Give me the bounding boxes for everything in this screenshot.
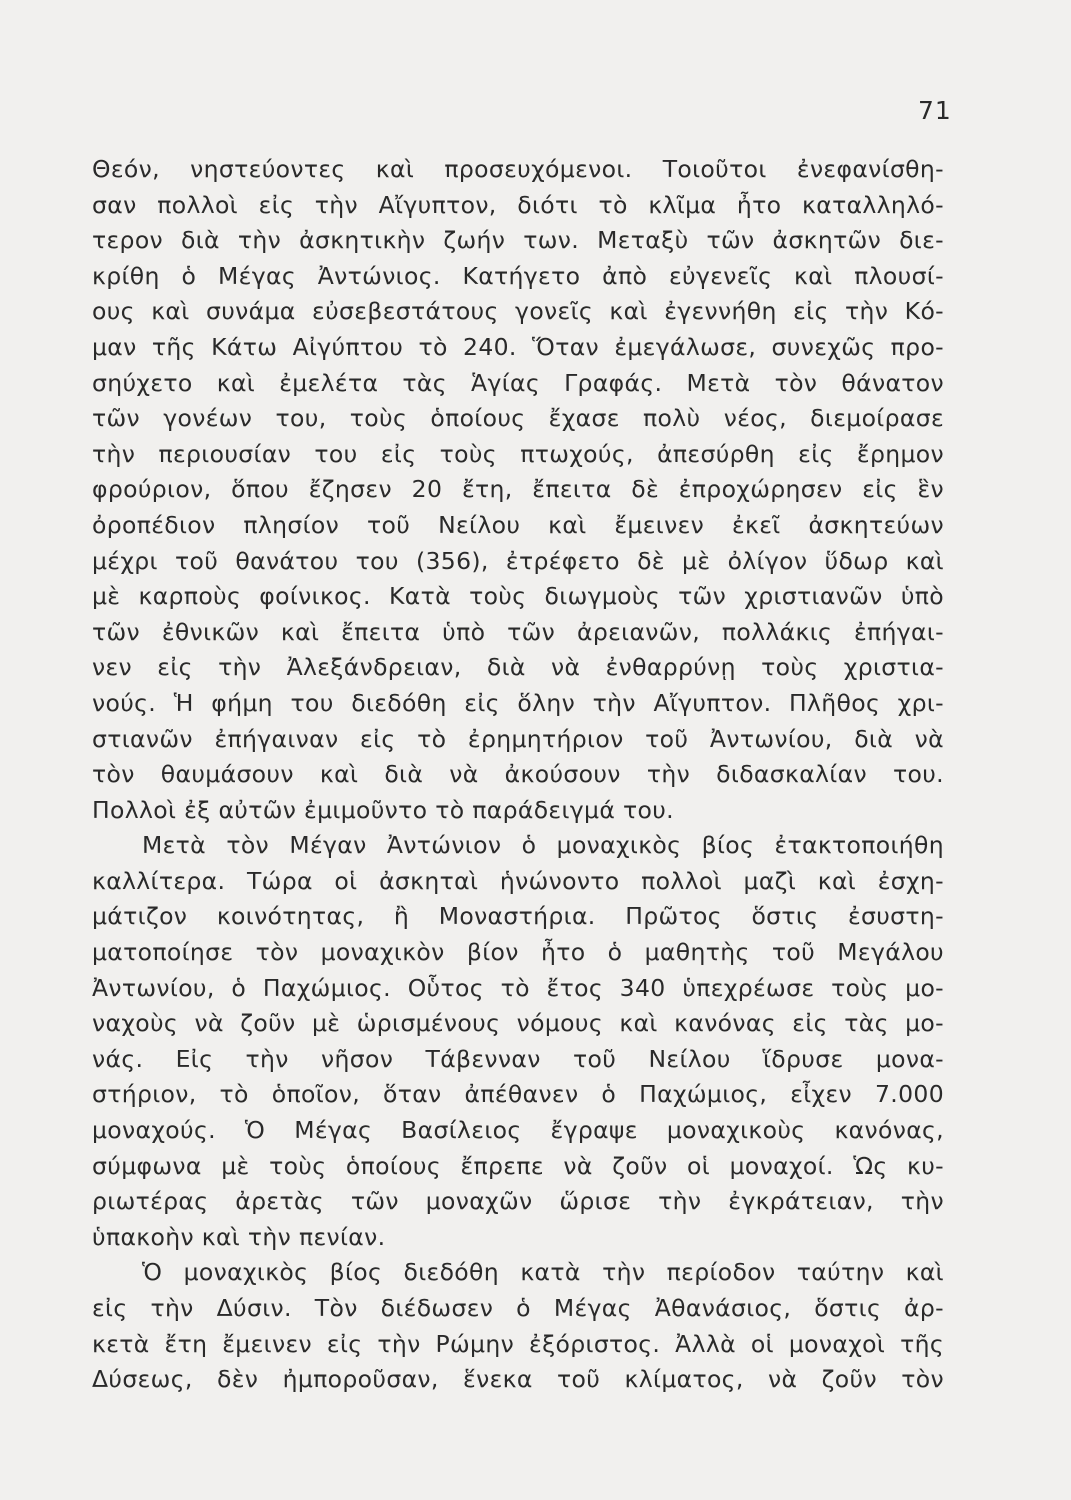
text-line: ριωτέρας ἀρετὰς τῶν μοναχῶν ὥρισε τὴν ἐγκράτειαν, τὴν [92, 1187, 944, 1216]
text-line: καλλίτερα. Τώρα οἱ ἀσκηταὶ ἡνώνοντο πολλοὶ μαζὶ καὶ ἐσχη- [92, 866, 944, 895]
text-line: ὀροπέδιον πλησίον τοῦ Νείλου καὶ ἔμεινεν ἐκεῖ ἀσκητεύων [92, 510, 944, 539]
text-line: μέχρι τοῦ θανάτου του (356), ἐτρέφετο δὲ μὲ ὀλίγον ὕδωρ καὶ [92, 546, 944, 575]
text-line: μοναχούς. Ὁ Μέγας Βασίλειος ἔγραψε μοναχικοὺς κανόνας, [92, 1116, 944, 1145]
text-line: νεν εἰς τὴν Ἀλεξάνδρειαν, διὰ νὰ ἐνθαρρύνῃ τοὺς χριστια- [92, 653, 944, 682]
text-line: νάς. Εἰς τὴν νῆσον Τάβενναν τοῦ Νείλου ἵδρυσε μονα- [92, 1044, 944, 1073]
text-line: Πολλοὶ ἐξ αὐτῶν ἐμιμοῦντο τὸ παράδειγμά του. [92, 795, 674, 824]
text-line: νούς. Ἡ φήμη του διεδόθη εἰς ὅλην τὴν Αἴγυπτον. Πλῆθος χρι- [92, 688, 944, 717]
text-line: ὑπακοὴν καὶ τὴν πενίαν. [92, 1222, 386, 1251]
text-line: ους καὶ συνάμα εὐσεβεστάτους γονεῖς καὶ ἐγεννήθη εἰς τὴν Κό- [92, 297, 944, 326]
page-number: 71 [918, 96, 952, 125]
text-line: σύμφωνα μὲ τοὺς ὁποίους ἔπρεπε νὰ ζοῦν οἱ μοναχοί. Ὡς κυ- [92, 1151, 944, 1180]
text-line: ματοποίησε τὸν μοναχικὸν βίον ἦτο ὁ μαθητὴς τοῦ Μεγάλου [92, 938, 944, 967]
text-line: τὸν θαυμάσουν καὶ διὰ νὰ ἀκούσουν τὴν διδασκαλίαν του. [92, 760, 944, 789]
text-line: στιανῶν ἐπήγαιναν εἰς τὸ ἐρημητήριον τοῦ Ἀντωνίου, διὰ νὰ [92, 724, 944, 753]
text-line: φρούριον, ὅπου ἔζησεν 20 ἔτη, ἔπειτα δὲ ἐπροχώρησεν εἰς ἓν [92, 475, 944, 504]
text-line: κρίθη ὁ Μέγας Ἀντώνιος. Κατήγετο ἀπὸ εὐγενεῖς καὶ πλουσί- [92, 261, 944, 290]
text-line: εἰς τὴν Δύσιν. Τὸν διέδωσεν ὁ Μέγας Ἀθανάσιος, ὅστις ἀρ- [92, 1294, 944, 1322]
text-line: τερον διὰ τὴν ἀσκητικὴν ζωήν των. Μεταξὺ τῶν ἀσκητῶν διε- [92, 226, 944, 255]
text-line: τῶν γονέων του, τοὺς ὁποίους ἔχασε πολὺ νέος, διεμοίρασε [92, 404, 944, 433]
body-text [92, 152, 944, 1398]
text-line: ναχοὺς νὰ ζοῦν μὲ ὡρισμένους νόμους καὶ κανόνας εἰς τὰς μο- [92, 1009, 944, 1038]
text-line: μαν τῆς Κάτω Αἰγύπτου τὸ 240. Ὅταν ἐμεγάλωσε, συνεχῶς προ- [92, 332, 944, 361]
text-line: τὴν περιουσίαν του εἰς τοὺς πτωχούς, ἀπεσύρθη εἰς ἔρημον [92, 439, 944, 468]
text-line: Δύσεως, δὲν ἠμποροῦσαν, ἕνεκα τοῦ κλίματος, νὰ ζοῦν τὸν [92, 1365, 944, 1394]
text-line: Θεόν, νηστεύοντες καὶ προσευχόμενοι. Τοιοῦτοι ἐνεφανίσθη- [92, 155, 944, 183]
text-line: σαν πολλοὶ εἰς τὴν Αἴγυπτον, διότι τὸ κλῖμα ἦτο καταλληλό- [92, 190, 944, 219]
text-line: Ὁ μοναχικὸς βίος διεδόθη κατὰ τὴν περίοδον ταύτην καὶ [142, 1258, 944, 1287]
text-line: Ἀντωνίου, ὁ Παχώμιος. Οὗτος τὸ ἔτος 340 ὑπεχρέωσε τοὺς μο- [92, 973, 944, 1002]
text-line: σηύχετο καὶ ἐμελέτα τὰς Ἁγίας Γραφάς. Μετὰ τὸν θάνατον [92, 368, 944, 397]
text-line: μάτιζον κοινότητας, ἢ Μοναστήρια. Πρῶτος ὅστις ἐσυστη- [92, 902, 944, 931]
text-line: Μετὰ τὸν Μέγαν Ἀντώνιον ὁ μοναχικὸς βίος ἐτακτοποιήθη [142, 831, 944, 860]
text-line: στήριον, τὸ ὁποῖον, ὅταν ἀπέθανεν ὁ Παχώμιος, εἶχεν 7.000 [92, 1080, 944, 1109]
text-line: κετὰ ἔτη ἔμεινεν εἰς τὴν Ρώμην ἐξόριστος. Ἀλλὰ οἱ μοναχοὶ τῆς [92, 1329, 944, 1358]
text-line: μὲ καρποὺς φοίνικος. Κατὰ τοὺς διωγμοὺς τῶν χριστιανῶν ὑπὸ [92, 582, 944, 611]
text-line: τῶν ἐθνικῶν καὶ ἔπειτα ὑπὸ τῶν ἀρειανῶν, πολλάκις ἐπήγαι- [92, 617, 944, 646]
